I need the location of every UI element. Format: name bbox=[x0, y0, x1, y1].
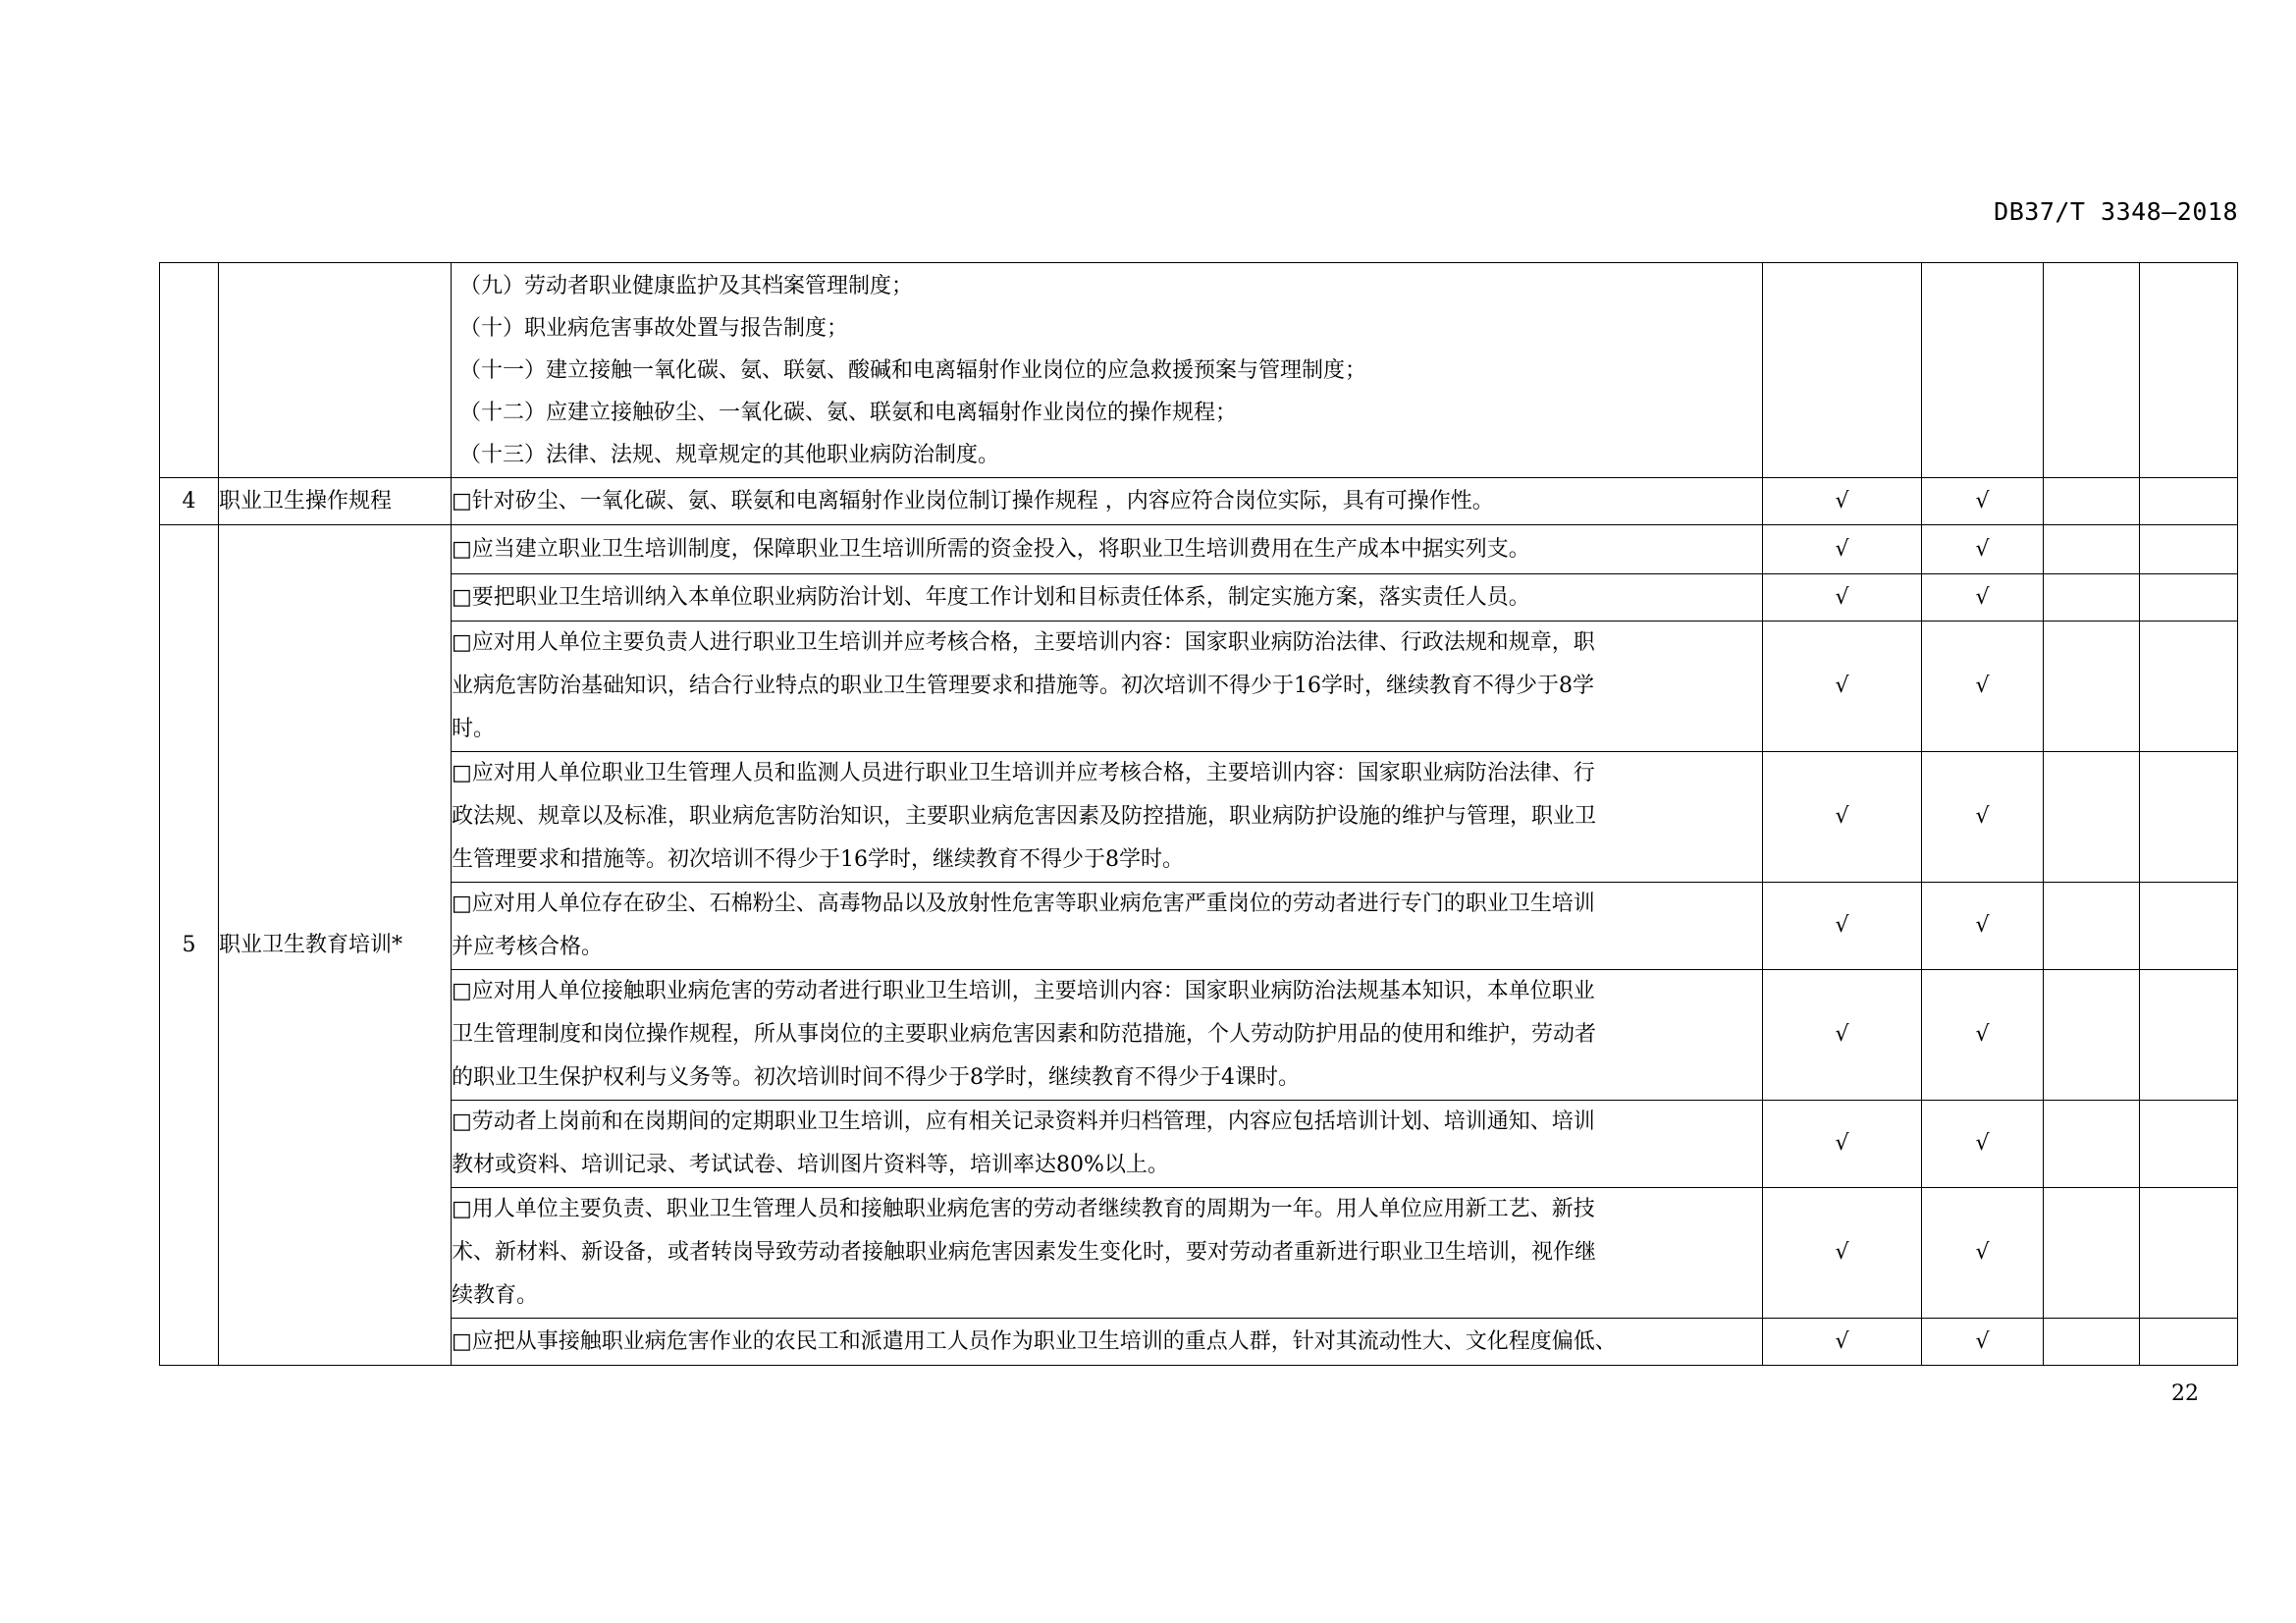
check-mark: √ bbox=[1922, 1101, 2044, 1188]
table-row-5-entry bbox=[160, 574, 2238, 622]
content-cell bbox=[452, 574, 1763, 622]
table-row-4 bbox=[160, 478, 2238, 525]
check-mark: √ bbox=[1763, 478, 1922, 525]
content-cell bbox=[452, 1101, 1763, 1188]
empty-cell bbox=[2044, 478, 2140, 525]
check-mark: √ bbox=[1922, 970, 2044, 1101]
content-line: 的职业卫生保护权利与义务等。初次培训时间不得少于8学时，继续教育不得少于4课时。 bbox=[452, 1065, 1300, 1090]
content-line: □劳动者上岗前和在岗期间的定期职业卫生培训，应有相关记录资料并归档管理，内容应包括培训计划、培训通知、培训 bbox=[452, 1109, 1595, 1134]
content-line: （九）劳动者职业健康监护及其档案管理制度； bbox=[459, 273, 914, 298]
empty-cell bbox=[2140, 622, 2238, 752]
check-mark: √ bbox=[1763, 622, 1922, 752]
check-mark: √ bbox=[1922, 622, 2044, 752]
row-number-cell bbox=[160, 263, 219, 478]
item-name-cell: 职业卫生教育培训* bbox=[219, 525, 452, 1366]
check-mark: √ bbox=[1763, 1188, 1922, 1319]
check-mark: √ bbox=[1922, 478, 2044, 525]
table-row-continued bbox=[160, 263, 2238, 478]
empty-cell bbox=[2140, 883, 2238, 970]
page-number: 22 bbox=[2171, 1381, 2199, 1406]
table-row-5-entry bbox=[160, 525, 2238, 574]
content-line: （十三）法律、法规、规章规定的其他职业病防治制度。 bbox=[459, 442, 1000, 467]
empty-cell bbox=[2044, 1319, 2140, 1366]
document-code: DB37/T 3348—2018 bbox=[1994, 197, 2238, 226]
content-cell bbox=[452, 622, 1763, 752]
empty-cell bbox=[2044, 574, 2140, 622]
content-line: （十二）应建立接触矽尘、一氧化碳、氨、联氨和电离辐射作业岗位的操作规程； bbox=[459, 400, 1238, 425]
table-row-5-entry bbox=[160, 1101, 2238, 1188]
empty-cell bbox=[2044, 263, 2140, 478]
empty-cell bbox=[2140, 1188, 2238, 1319]
item-name-cell: 职业卫生操作规程 bbox=[219, 478, 452, 525]
check-mark: √ bbox=[1922, 1319, 2044, 1366]
content-line: （十一）建立接触一氧化碳、氨、联氨、酸碱和电离辐射作业岗位的应急救援预案与管理制度； bbox=[459, 357, 1367, 383]
content-line: □针对矽尘、一氧化碳、氨、联氨和电离辐射作业岗位制订操作规程 ，内容应符合岗位实际，具有可操作性。 bbox=[452, 488, 1494, 514]
check-mark: √ bbox=[1763, 1101, 1922, 1188]
empty-cell bbox=[2140, 1319, 2238, 1366]
empty-cell bbox=[2044, 752, 2140, 883]
empty-cell bbox=[2044, 1101, 2140, 1188]
table-row-5-entry bbox=[160, 1319, 2238, 1366]
empty-cell bbox=[2140, 752, 2238, 883]
inspection-table bbox=[159, 262, 2238, 1366]
content-line: 政法规、规章以及标准，职业病危害防治知识，主要职业病危害因素及防控措施，职业病防护设施的维护与管理，职业卫 bbox=[452, 804, 1597, 829]
content-line: □应对用人单位主要负责人进行职业卫生培训并应考核合格，主要培训内容：国家职业病防治法律、行政法规和规章，职 bbox=[452, 630, 1595, 655]
check-mark: √ bbox=[1922, 574, 2044, 622]
row-number-cell: 4 bbox=[160, 478, 219, 525]
empty-cell bbox=[2140, 574, 2238, 622]
table-row-5-entry bbox=[160, 752, 2238, 883]
empty-cell bbox=[2140, 478, 2238, 525]
content-line: □应对用人单位接触职业病危害的劳动者进行职业卫生培训，主要培训内容：国家职业病防治法规基本知识，本单位职业 bbox=[452, 979, 1595, 1003]
content-line: □应把从事接触职业病危害作业的农民工和派遣用工人员作为职业卫生培训的重点人群，针对其流动性大、文化程度偏低、 bbox=[452, 1328, 1617, 1354]
table-row-5-entry bbox=[160, 622, 2238, 752]
empty-cell bbox=[2140, 525, 2238, 574]
empty-cell bbox=[2044, 622, 2140, 752]
check-mark: √ bbox=[1922, 752, 2044, 883]
empty-cell bbox=[2140, 263, 2238, 478]
empty-cell bbox=[2044, 1188, 2140, 1319]
content-line: 并应考核合格。 bbox=[452, 935, 604, 959]
check-mark: √ bbox=[1922, 883, 2044, 970]
content-line: 续教育。 bbox=[452, 1283, 539, 1308]
empty-cell bbox=[2044, 883, 2140, 970]
check-mark: √ bbox=[1763, 574, 1922, 622]
check-mark: √ bbox=[1763, 1319, 1922, 1366]
content-line: □应当建立职业卫生培训制度，保障职业卫生培训所需的资金投入，将职业卫生培训费用在生产成本中据实列支。 bbox=[452, 536, 1530, 562]
content-line: □要把职业卫生培训纳入本单位职业病防治计划、年度工作计划和目标责任体系，制定实施方案，落实责任人员。 bbox=[452, 584, 1530, 610]
content-cell bbox=[452, 478, 1763, 525]
check-mark: √ bbox=[1763, 752, 1922, 883]
content-cell bbox=[452, 883, 1763, 970]
empty-cell bbox=[2140, 970, 2238, 1101]
content-line: 时。 bbox=[452, 717, 496, 741]
check-mark: √ bbox=[1922, 525, 2044, 574]
empty-cell bbox=[2140, 1101, 2238, 1188]
content-cell bbox=[452, 1319, 1763, 1366]
empty-cell bbox=[2044, 525, 2140, 574]
content-line: □用人单位主要负责、职业卫生管理人员和接触职业病危害的劳动者继续教育的周期为一年。用人单位应用新工艺、新技 bbox=[452, 1197, 1595, 1221]
content-line: 业病危害防治基础知识，结合行业特点的职业卫生管理要求和措施等。初次培训不得少于16学时，继续教育不得少于8学 bbox=[452, 674, 1594, 698]
content-line: 术、新材料、新设备，或者转岗导致劳动者接触职业病危害因素发生变化时，要对劳动者重新进行职业卫生培训，视作继 bbox=[452, 1240, 1597, 1265]
check-mark: √ bbox=[1763, 970, 1922, 1101]
content-line: 生管理要求和措施等。初次培训不得少于16学时，继续教育不得少于8学时。 bbox=[452, 847, 1184, 872]
content-line: □应对用人单位存在矽尘、石棉粉尘、高毒物品以及放射性危害等职业病危害严重岗位的劳动者进行专门的职业卫生培训 bbox=[452, 892, 1595, 916]
check-mark: √ bbox=[1763, 883, 1922, 970]
table-row-5-entry bbox=[160, 1188, 2238, 1319]
content-line: 教材或资料、培训记录、考试试卷、培训图片资料等，培训率达80%以上。 bbox=[452, 1153, 1169, 1177]
empty-cell bbox=[2044, 970, 2140, 1101]
check-mark: √ bbox=[1922, 1188, 2044, 1319]
content-cell bbox=[452, 752, 1763, 883]
check-mark: √ bbox=[1763, 525, 1922, 574]
check-cell bbox=[1763, 263, 1922, 478]
content-cell bbox=[452, 525, 1763, 574]
content-line: □应对用人单位职业卫生管理人员和监测人员进行职业卫生培训并应考核合格，主要培训内容：国家职业病防治法律、行 bbox=[452, 761, 1595, 785]
content-cell bbox=[452, 1188, 1763, 1319]
item-name-cell bbox=[219, 263, 452, 478]
table-row-5-entry bbox=[160, 883, 2238, 970]
content-cell bbox=[452, 263, 1763, 478]
table-row-5-entry bbox=[160, 970, 2238, 1101]
content-line: 卫生管理制度和岗位操作规程，所从事岗位的主要职业病危害因素和防范措施，个人劳动防护用品的使用和维护，劳动者 bbox=[452, 1022, 1597, 1047]
row-number-cell: 5 bbox=[160, 525, 219, 1366]
content-cell bbox=[452, 970, 1763, 1101]
check-cell bbox=[1922, 263, 2044, 478]
content-line: （十）职业病危害事故处置与报告制度； bbox=[459, 315, 849, 341]
